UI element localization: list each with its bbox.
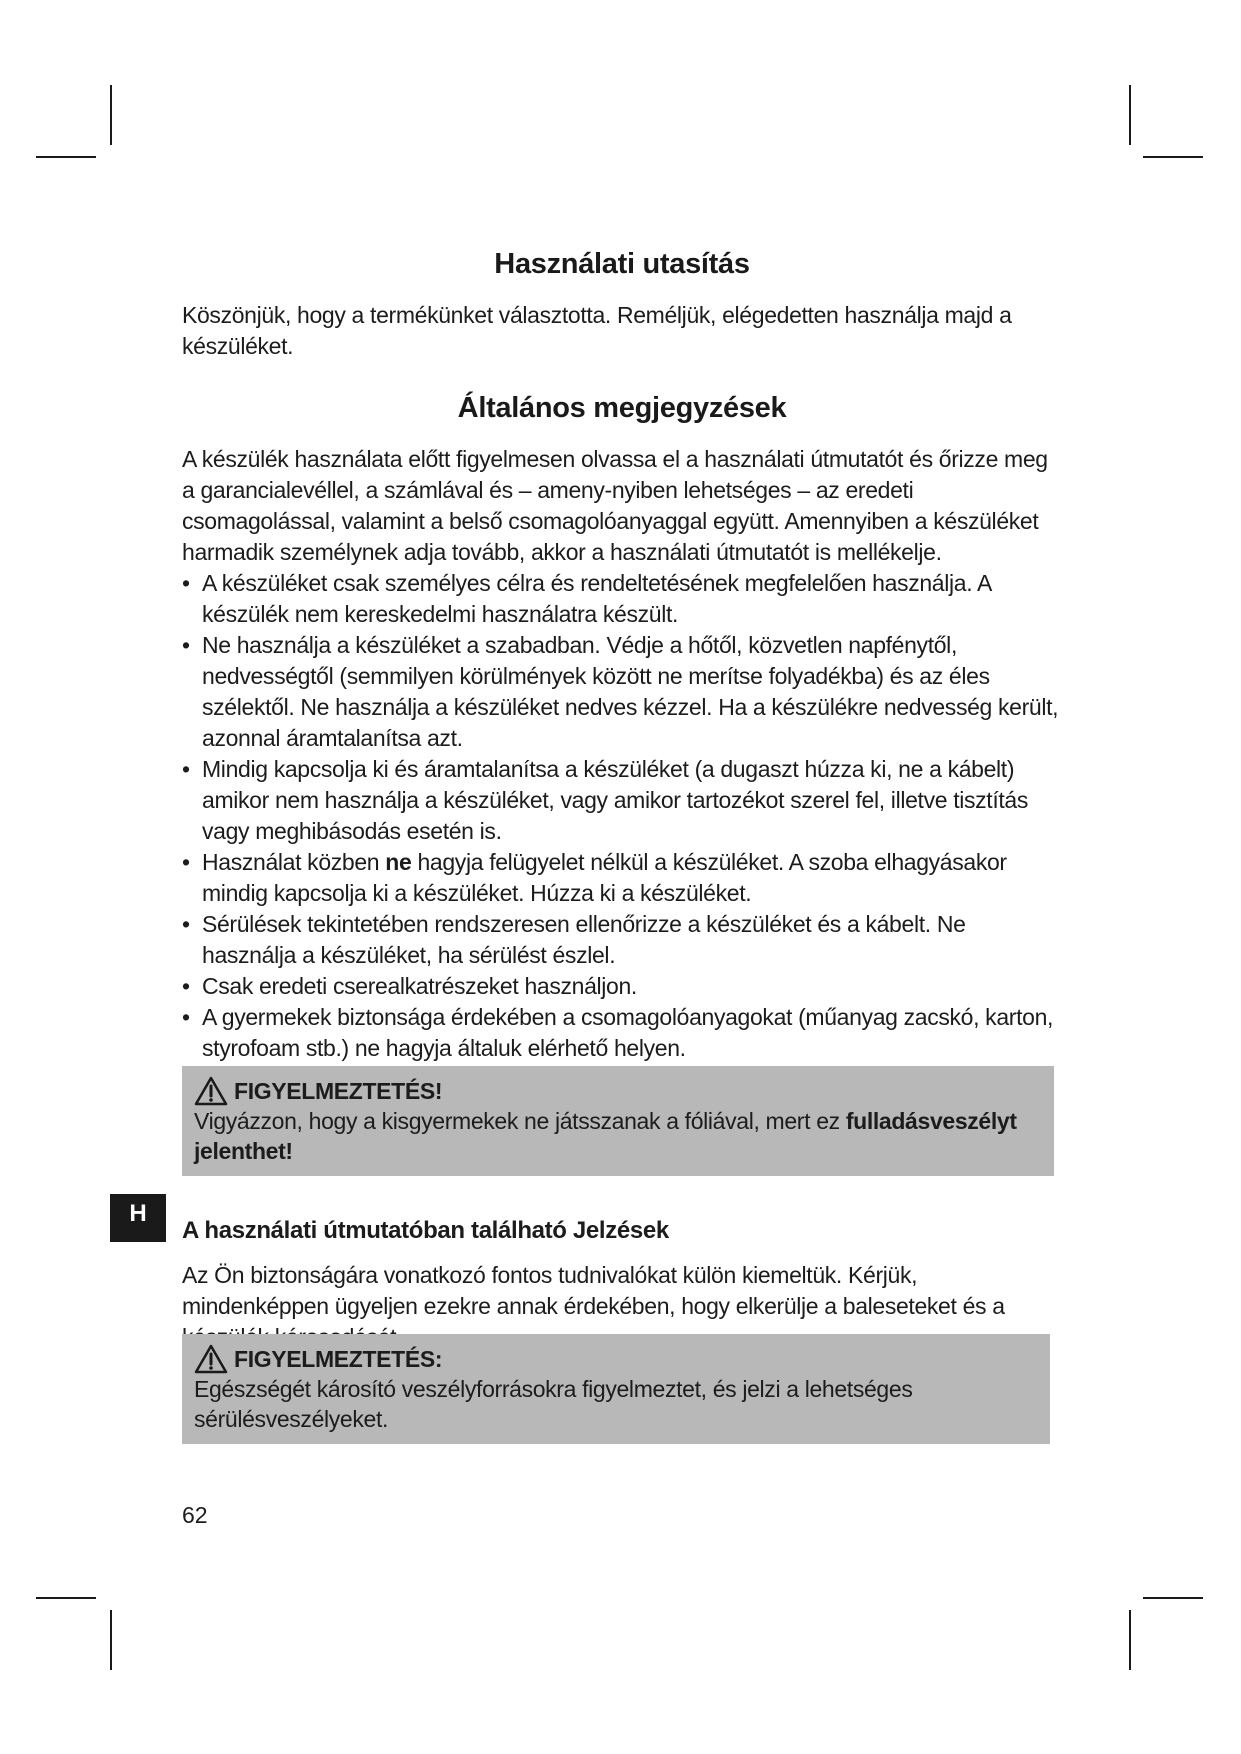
crop-mark-top-left-v xyxy=(110,85,112,145)
crop-mark-bottom-right-v xyxy=(1129,1610,1131,1670)
page-title: Használati utasítás xyxy=(494,248,750,280)
general-paragraph: A készülék használata előtt figyelmesen olvassa el a használati útmutatót és őrizze meg a garancialevéllel, a számlával és – ameny-nyiben lehetséges – az eredeti csomagolással, valamint a belső csomagolóanyaggal együtt. Amennyiben a készüléket harmadik személynek adja tovább, akkor a használati útmutatót is mellékelje. xyxy=(182,446,1048,565)
bullet-dot: • xyxy=(182,632,190,658)
bullet-dot: • xyxy=(182,973,190,999)
bullet-text: Mindig kapcsolja ki és áramtalanítsa a készüléket (a dugaszt húzza ki, ne a kábelt) amikor nem használja a készüléket, vagy amikor tartozékot szerel fel, illetve tisztítás vagy meghibásodás esetén is. xyxy=(202,756,1029,844)
bullet-dot: • xyxy=(182,756,190,782)
page-number: 62 xyxy=(182,1502,208,1528)
list-item xyxy=(182,847,1062,909)
intro-paragraph: Köszönjük, hogy a termékünket választotta. Reméljük, elégedetten használja majd a készüléket. xyxy=(182,302,1012,359)
list-item xyxy=(182,754,1062,847)
warning-triangle-icon xyxy=(194,1344,228,1374)
symbols-heading: A használati útmutatóban található Jelzések xyxy=(182,1217,669,1244)
crop-mark-top-right-v xyxy=(1129,85,1131,145)
bullet-text: Sérülések tekintetében rendszeresen ellenőrizze a készüléket és a kábelt. Ne használja a készüléket, ha sérülést észlel. xyxy=(202,911,966,968)
warning-heading xyxy=(194,1076,1042,1106)
list-item xyxy=(182,1002,1062,1064)
bullet-text-before: Használat közben xyxy=(202,849,386,875)
bullet-text-bold: ne xyxy=(385,849,412,875)
warning-heading-text: FIGYELMEZTETÉS! xyxy=(234,1078,443,1104)
bullet-text: Ne használja a készüléket a szabadban. Védje a hőtől, közvetlen napfénytől, nedvességtől (semmilyen körülmények között ne merítse folyadékba) és az éles szélektől. Ne használja a készüléket nedves kézzel. Ha a készülékre nedvesség került, azonnal áramtalanítsa azt. xyxy=(202,632,1059,751)
bullet-text: A készüléket csak személyes célra és rendeltetésének megfelelően használja. A készülék nem kereskedelmi használatra készült. xyxy=(202,570,991,627)
bullet-text: Csak eredeti cserealkatrészeket használjon. xyxy=(202,973,637,999)
language-tab: H xyxy=(110,1194,166,1242)
crop-mark-top-right-h xyxy=(1143,156,1203,158)
bullet-text xyxy=(202,847,1062,909)
bullet-text: A gyermekek biztonsága érdekében a csomagolóanyagokat (műanyag zacskó, karton, styrofoam stb.) ne hagyja általuk elérhető helyen. xyxy=(202,1004,1054,1061)
warning-box-foil xyxy=(182,1066,1054,1176)
warning-heading xyxy=(194,1344,1038,1374)
list-item xyxy=(182,971,1062,1002)
safety-bullet-list xyxy=(182,568,1062,1064)
bullet-dot: • xyxy=(182,911,190,937)
bullet-text-after: hagyja felügyelet nélkül a készüléket. A szoba elhagyásakor mindig kapcsolja ki a készüléket. Húzza ki a készüléket. xyxy=(202,849,1007,906)
warning-heading-text: FIGYELMEZTETÉS: xyxy=(234,1346,443,1372)
crop-mark-bottom-left-h xyxy=(36,1597,96,1599)
crop-mark-bottom-right-h xyxy=(1143,1597,1203,1599)
list-item xyxy=(182,909,1062,971)
warning-box-health xyxy=(182,1334,1050,1444)
symbols-paragraph: Az Ön biztonságára vonatkozó fontos tudnivalókat külön kiemeltük. Kérjük, mindenképpen ügyeljen ezekre annak érdekében, hogy elkerülje a baleseteket és a xyxy=(182,1262,1005,1319)
list-item xyxy=(182,630,1062,754)
warning-body-text: Egészségét károsító veszélyforrásokra figyelmeztet, és jelzi a lehetséges sérülésveszélyeket. xyxy=(194,1376,913,1432)
warning-body xyxy=(194,1106,1042,1166)
bullet-dot: • xyxy=(182,849,190,875)
bullet-dot: • xyxy=(182,570,190,596)
bullet-dot: • xyxy=(182,1004,190,1030)
crop-mark-top-left-h xyxy=(36,156,96,158)
section-title: Általános megjegyzések xyxy=(457,392,787,424)
warning-body-bold: fulladásveszélyt jelenthet! xyxy=(194,1108,1017,1164)
list-item xyxy=(182,568,1062,630)
crop-mark-bottom-left-v xyxy=(110,1610,112,1670)
warning-triangle-icon xyxy=(194,1076,228,1106)
warning-body-text: Vigyázzon, hogy a kisgyermekek ne játsszanak a fóliával, mert ez xyxy=(194,1108,846,1134)
